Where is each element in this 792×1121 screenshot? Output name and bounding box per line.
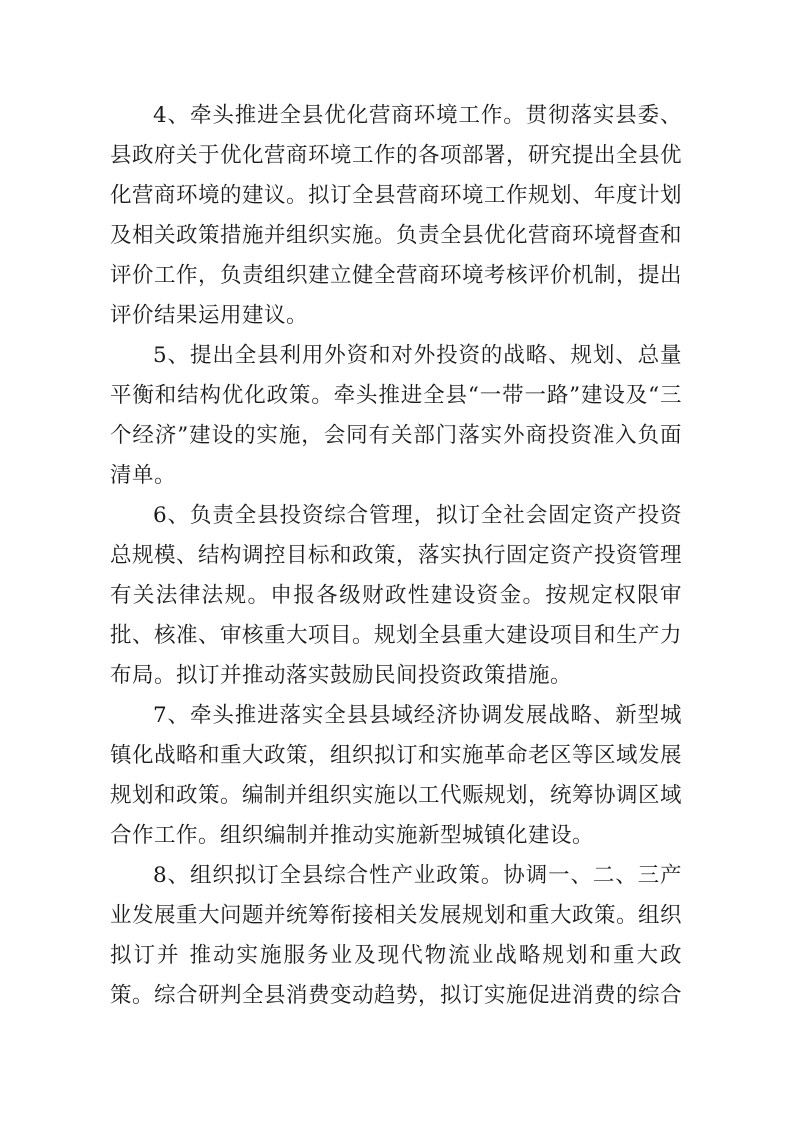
paragraph-item-6: 6、负责全县投资综合管理，拟订全社会固定资产投资总规模、结构调控目标和政策，落实执行固定资产投资管理有关法律法规。申报各级财政性建设资金。按规定权限审批、核准、审核重大项目。规划全县重大建设项目和生产力布局。拟订并推动落实鼓励民间投资政策措施。	[110, 503, 683, 688]
paragraph-item-5: 5、提出全县利用外资和对外投资的战略、规划、总量平衡和结构优化政策。牵头推进全县“一带一路”建设及“三个经济”建设的实施，会同有关部门落实外商投资准入负面清单。	[110, 343, 682, 488]
paragraph-item-4: 4、牵头推进全县优化营商环境工作。贯彻落实县委、县政府关于优化营商环境工作的各项部署，研究提出全县优化营商环境的建议。拟订全县营商环境工作规划、年度计划及相关政策措施并组织实施。负责全县优化营商环境督查和评价工作，负责组织建立健全营商环境考核评价机制，提出评价结果运用建议。	[110, 103, 683, 328]
paragraph-item-7: 7、牵头推进落实全县县域经济协调发展战略、新型城镇化战略和重大政策，组织拟订和实施革命老区等区域发展规划和政策。编制并组织实施以工代赈规划，统筹协调区域合作工作。组织编制并推动实施新型城镇化建设。	[110, 703, 683, 848]
document-body	[110, 96, 682, 1016]
paragraph-item-8: 8、组织拟订全县综合性产业政策。协调一、二、三产业发展重大问题并统筹衔接相关发展规划和重大政策。组织拟订并 推动实施服务业及现代物流业战略规划和重大政策。综合研判全县消费变动趋势，拟订实施促进消费的综合	[110, 863, 683, 1008]
